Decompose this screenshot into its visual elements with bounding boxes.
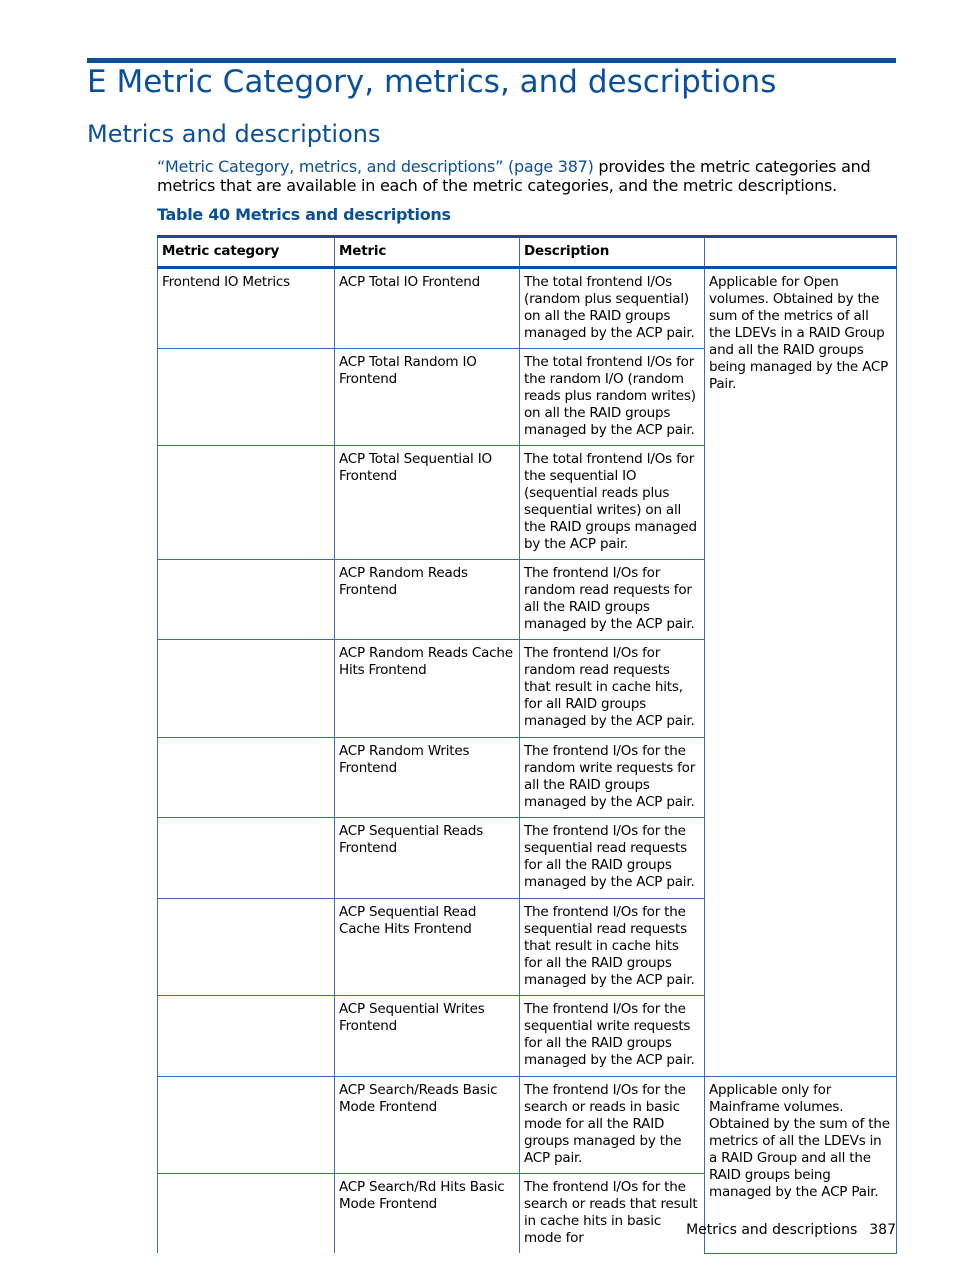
- metric-cell: ACP Sequential Reads Frontend: [335, 818, 520, 899]
- metric-cell: ACP Sequential Read Cache Hits Frontend: [335, 899, 520, 996]
- section-title: Metrics and descriptions: [87, 120, 381, 148]
- metric-category-cell: [158, 349, 335, 446]
- description-cell: The frontend I/Os for random read requests for all the RAID groups managed by the ACP pair.: [520, 560, 705, 640]
- page-footer: [686, 1222, 896, 1238]
- note-cell: Applicable only for Mainframe volumes. Obtained by the sum of the metrics of all the LDEVs in a RAID Group and all the RAID groups being managed by the ACP Pair.: [705, 1077, 897, 1254]
- metric-cell: ACP Search/Rd Hits Basic Mode Frontend: [335, 1174, 520, 1254]
- metric-cell: ACP Search/Reads Basic Mode Frontend: [335, 1077, 520, 1174]
- description-cell: The frontend I/Os for the random write requests for all the RAID groups managed by the ACP pair.: [520, 738, 705, 818]
- metric-category-cell: [158, 446, 335, 560]
- header-description: Description: [520, 237, 705, 268]
- metric-cell: ACP Total Random IO Frontend: [335, 349, 520, 446]
- metric-category-cell: [158, 818, 335, 899]
- table-caption: Table 40 Metrics and descriptions: [157, 205, 451, 224]
- metric-category-cell: Frontend IO Metrics: [158, 268, 335, 349]
- cross-reference-link[interactable]: “Metric Category, metrics, and descriptions” (page 387): [157, 157, 594, 176]
- intro-paragraph: [157, 157, 902, 195]
- footer-section-title: Metrics and descriptions: [686, 1222, 858, 1238]
- metric-category-cell: [158, 899, 335, 996]
- metric-cell: ACP Random Reads Cache Hits Frontend: [335, 640, 520, 738]
- metric-cell: ACP Random Reads Frontend: [335, 560, 520, 640]
- description-cell: The frontend I/Os for the search or reads in basic mode for all the RAID groups managed by the ACP pair.: [520, 1077, 705, 1174]
- metric-cell: ACP Total Sequential IO Frontend: [335, 446, 520, 560]
- description-cell: The total frontend I/Os (random plus sequential) on all the RAID groups managed by the ACP pair.: [520, 268, 705, 349]
- metric-cell: ACP Random Writes Frontend: [335, 738, 520, 818]
- metric-cell: ACP Sequential Writes Frontend: [335, 996, 520, 1077]
- header-metric: Metric: [335, 237, 520, 268]
- metric-category-cell: [158, 640, 335, 738]
- header-metric-category: Metric category: [158, 237, 335, 268]
- metric-category-cell: [158, 1174, 335, 1254]
- table-row: [158, 268, 897, 349]
- chapter-title: E Metric Category, metrics, and descriptions: [87, 64, 777, 100]
- header-notes: [705, 237, 897, 268]
- description-cell: The total frontend I/Os for the random I/O (random reads plus random writes) on all the RAID groups managed by the ACP pair.: [520, 349, 705, 446]
- note-cell: Applicable for Open volumes. Obtained by the sum of the metrics of all the LDEVs in a RAID Group and all the RAID groups being managed by the ACP Pair.: [705, 268, 897, 1077]
- table-header-row: [158, 237, 897, 268]
- top-rule: [87, 58, 896, 63]
- description-cell: The frontend I/Os for the search or reads that result in cache hits in basic mode for: [520, 1174, 705, 1254]
- metric-category-cell: [158, 996, 335, 1077]
- description-cell: The frontend I/Os for random read requests that result in cache hits, for all RAID groups managed by the ACP pair.: [520, 640, 705, 738]
- metric-category-cell: [158, 1077, 335, 1174]
- description-cell: The frontend I/Os for the sequential read requests that result in cache hits for all the RAID groups managed by the ACP pair.: [520, 899, 705, 996]
- metric-category-cell: [158, 560, 335, 640]
- table-row: [158, 1077, 897, 1174]
- description-cell: The frontend I/Os for the sequential read requests for all the RAID groups managed by the ACP pair.: [520, 818, 705, 899]
- metric-category-cell: [158, 738, 335, 818]
- metric-cell: ACP Total IO Frontend: [335, 268, 520, 349]
- metrics-table: [157, 235, 897, 1254]
- description-cell: The frontend I/Os for the sequential write requests for all the RAID groups managed by the ACP pair.: [520, 996, 705, 1077]
- description-cell: The total frontend I/Os for the sequential IO (sequential reads plus sequential writes) on all the RAID groups managed by the ACP pair.: [520, 446, 705, 560]
- intro-body-text: provides the metric categories and metrics that are available in each of the metric categories, and the metric descriptions.: [157, 157, 871, 195]
- page-number: 387: [869, 1222, 896, 1238]
